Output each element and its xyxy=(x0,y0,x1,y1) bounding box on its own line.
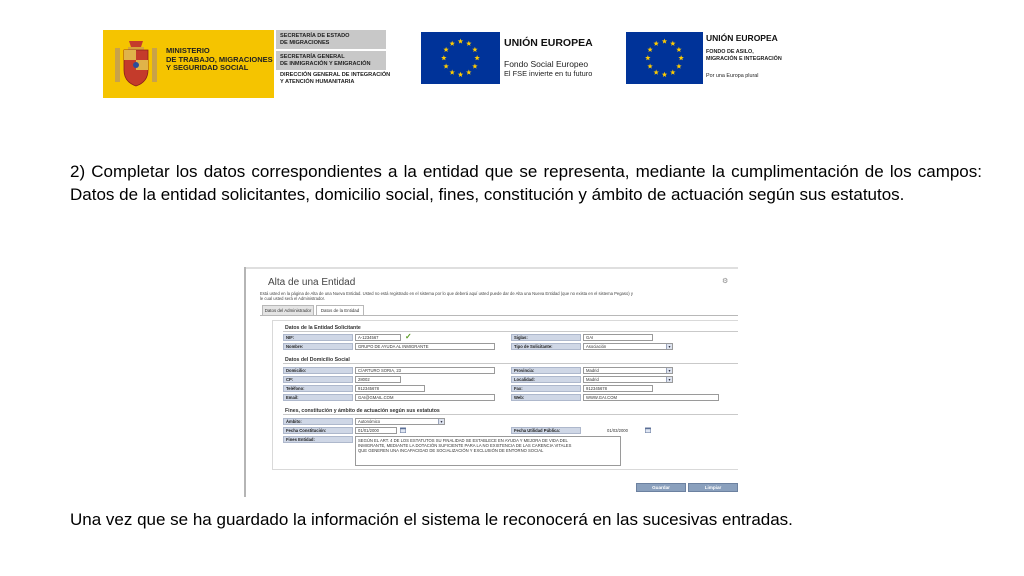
fax-input[interactable]: 912345678 xyxy=(583,385,653,392)
fines-entidad-textarea[interactable]: SEGÚN EL ART. 4 DE LOS ESTATUTOS SU FINALIDAD SE ESTABLECE EN AYUDA Y MEJORA DE VIDA DEL INMIGRANTE, MEDIANTE LA DOTACIÓN SUFICIENTE PARA LA NO EXISTENCIA DE LAS CARENCIA VITALES QUE GENEREN UNA INCAPACIDAD DE SOCIALIZACIÓN Y EXCLUSIÓN DE ENTORNO SOCIAL xyxy=(355,436,621,466)
star-icon xyxy=(662,72,667,77)
tipo-solicitante-label: Tipo de Solicitante: xyxy=(511,343,581,350)
web-label: Web: xyxy=(511,394,581,401)
direccion-general-text: DIRECCIÓN GENERAL DE INTEGRACIÓN Y ATENCIÓN HUMANITARIA xyxy=(280,72,391,85)
section-divider xyxy=(283,414,738,415)
star-icon xyxy=(670,70,675,75)
localidad-label: Localidad: xyxy=(511,376,581,383)
eu-stars-icon xyxy=(626,32,703,84)
fecha-constitucion-input[interactable]: 01/01/2000 xyxy=(355,427,397,434)
eu-fse-tagline: El FSE invierte en tu futuro xyxy=(504,69,593,78)
chevron-down-icon: ▾ xyxy=(666,377,672,382)
section-divider xyxy=(283,363,738,364)
nombre-label: Nombre: xyxy=(283,343,353,350)
calendar-icon[interactable] xyxy=(400,427,406,433)
email-input[interactable]: GAI@GMAIL.COM xyxy=(355,394,495,401)
star-icon xyxy=(472,47,477,52)
star-icon xyxy=(653,70,658,75)
page-title: Alta de una Entidad xyxy=(268,277,356,288)
tipo-solicitante-select[interactable]: Asociación ▾ xyxy=(583,343,673,350)
star-icon xyxy=(647,63,652,68)
cp-input[interactable]: 28002 xyxy=(355,376,401,383)
eu-fami-tagline: Por una Europa plural xyxy=(706,72,759,79)
star-icon xyxy=(466,70,471,75)
domicilio-input[interactable]: C/ARTURO SORIA, 23 xyxy=(355,367,495,374)
star-icon xyxy=(676,63,681,68)
chevron-down-icon: ▾ xyxy=(438,419,444,424)
tab-datos-entidad[interactable]: Datos de la Entidad xyxy=(316,305,364,315)
section-entidad-solicitante: Datos de la Entidad Solicitante xyxy=(285,325,361,331)
section-fines: Fines, constitución y ámbito de actuación según sus estatutos xyxy=(285,408,440,414)
star-icon xyxy=(441,55,446,60)
star-icon xyxy=(443,47,448,52)
fecha-constitucion-label: Fecha Constitución: xyxy=(283,427,353,434)
star-icon xyxy=(449,41,454,46)
eu-fami-fund: FONDO DE ASILO, MIGRACIÓN E INTEGRACIÓN xyxy=(706,49,782,62)
domicilio-label: Domicilio: xyxy=(283,367,353,374)
instruction-paragraph: 2) Completar los datos correspondientes a la entidad que se representa, mediante la cumplimentación de los campos: Datos de la entidad solicitantes, domicilio social, fines, constitución y ámbito de actuación según sus estatutos. xyxy=(70,162,982,204)
eu-stars-icon xyxy=(421,32,500,84)
provincia-select[interactable]: Madrid ▾ xyxy=(583,367,673,374)
ministry-logo xyxy=(103,30,274,98)
calendar-icon[interactable] xyxy=(645,427,651,433)
cp-label: CP: xyxy=(283,376,353,383)
star-icon xyxy=(472,63,477,68)
email-label: Email: xyxy=(283,394,353,401)
coat-of-arms-icon xyxy=(113,38,159,90)
telefono-input[interactable]: 912345678 xyxy=(355,385,425,392)
star-icon xyxy=(676,47,681,52)
chevron-down-icon: ▾ xyxy=(666,368,672,373)
fecha-utilidad-label: Fecha Utilidad Pública: xyxy=(511,427,581,434)
star-icon xyxy=(466,41,471,46)
eu-fse-label xyxy=(504,37,614,78)
star-icon xyxy=(458,39,463,44)
nif-input[interactable]: A-1234567 xyxy=(355,334,401,341)
ministry-name: MINISTERIO DE TRABAJO, MIGRACIONES Y SEGURIDAD SOCIAL xyxy=(166,46,273,72)
star-icon xyxy=(670,41,675,46)
provincia-label: Provincia: xyxy=(511,367,581,374)
secretaria-estado-box: SECRETARÍA DE ESTADO DE MIGRACIONES xyxy=(276,30,386,49)
tab-divider xyxy=(260,315,738,316)
fax-label: Fax: xyxy=(511,385,581,392)
fecha-utilidad-value[interactable]: 01/03/2000 xyxy=(607,428,628,433)
star-icon xyxy=(678,55,683,60)
star-icon xyxy=(647,47,652,52)
clear-button[interactable]: Limpiar xyxy=(688,483,738,492)
save-button[interactable]: Guardar xyxy=(636,483,686,492)
form-screenshot xyxy=(244,267,738,497)
eu-fami-label xyxy=(706,33,816,79)
ambito-select[interactable]: Autonómico ▾ xyxy=(355,418,445,425)
eu-fse-fund: Fondo Social Europeo xyxy=(504,59,589,69)
fines-entidad-label: Fines Entidad: xyxy=(283,436,353,443)
web-input[interactable]: WWW.GAI.COM xyxy=(583,394,719,401)
eu-flag-icon xyxy=(626,32,703,84)
star-icon xyxy=(662,39,667,44)
eu-fami-title: UNIÓN EUROPEA xyxy=(706,33,778,43)
localidad-select[interactable]: Madrid ▾ xyxy=(583,376,673,383)
intro-text: Está usted en la página de Alta de una Nueva Entidad. Usted no está registrado en el sistema por lo que deberá aquí usted puede dar de Alta una Nueva Entidad (que no exista en el sistema Pegaso) y le cual usted será el Administrador. xyxy=(260,291,633,302)
ambito-label: Ámbito: xyxy=(283,418,353,425)
entity-form xyxy=(272,320,738,470)
star-icon xyxy=(474,55,479,60)
section-domicilio-social: Datos del Domicilio Social xyxy=(285,357,350,363)
star-icon xyxy=(458,72,463,77)
telefono-label: Teléfono: xyxy=(283,385,353,392)
siglas-input[interactable]: GAI xyxy=(583,334,653,341)
star-icon xyxy=(653,41,658,46)
star-icon xyxy=(443,63,448,68)
tab-datos-administrador[interactable]: Datos del Administrador xyxy=(262,305,314,315)
check-icon: ✓ xyxy=(405,332,412,341)
eu-fse-title: UNIÓN EUROPEA xyxy=(504,37,593,49)
closing-paragraph: Una vez que se ha guardado la información el sistema le reconocerá en las sucesivas entradas. xyxy=(70,510,793,529)
siglas-label: Siglas: xyxy=(511,334,581,341)
star-icon xyxy=(645,55,650,60)
star-icon xyxy=(449,70,454,75)
chevron-down-icon: ▾ xyxy=(666,344,672,349)
screenshot-top-border xyxy=(246,267,738,269)
settings-icon[interactable]: ⚙ xyxy=(722,278,729,285)
secretaria-general-box: SECRETARÍA GENERAL DE INMIGRACIÓN Y EMIGRACIÓN xyxy=(276,51,386,70)
section-divider xyxy=(283,331,738,332)
nif-label: NIF: xyxy=(283,334,353,341)
secretaria-logo xyxy=(276,30,391,98)
nombre-input[interactable]: GRUPO DE AYUDA AL INMIGRANTE xyxy=(355,343,495,350)
eu-flag-icon xyxy=(421,32,500,84)
